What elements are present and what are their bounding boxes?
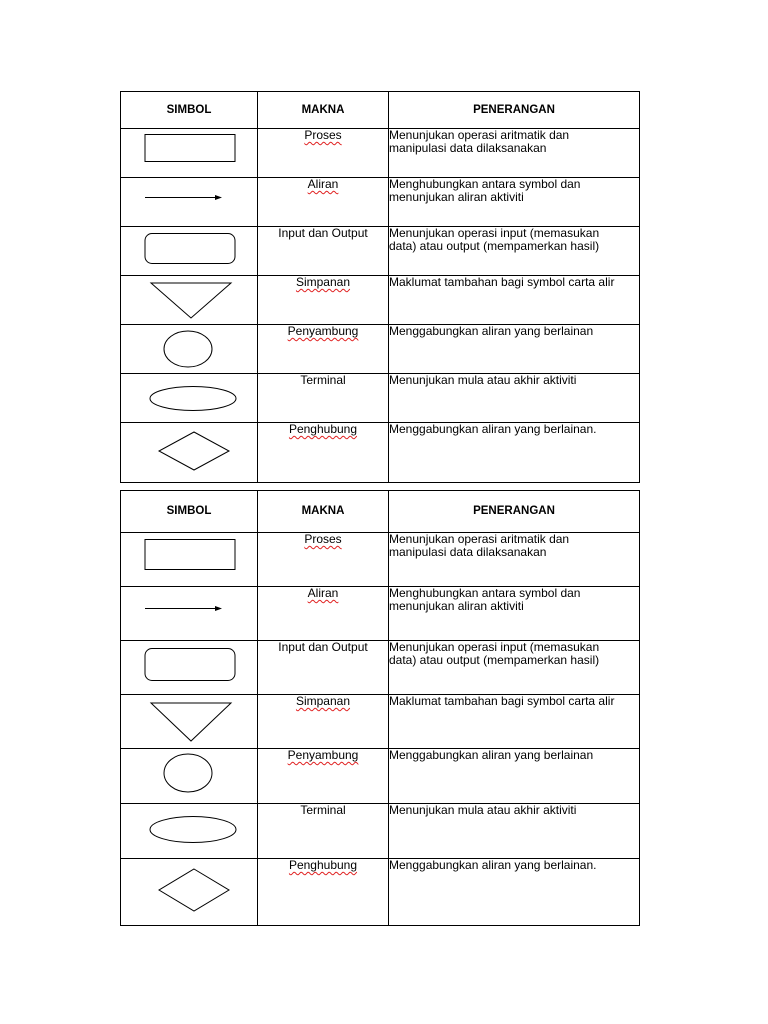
symbol-cell (121, 533, 258, 587)
arrow-icon (121, 587, 258, 641)
table-header-row (121, 491, 640, 533)
table-row-input-output (121, 227, 640, 276)
header-penerangan: PENERANGAN (389, 92, 640, 129)
penerangan-cell: Menggabungkan aliran yang berlainan (389, 325, 640, 374)
makna-cell: Simpanan (258, 276, 389, 325)
makna-cell: Aliran (258, 587, 389, 641)
table-row-penghubung (121, 423, 640, 483)
process-rectangle-icon (121, 533, 258, 587)
diamond-icon (121, 423, 258, 483)
ellipse-icon (121, 804, 258, 859)
table-row-terminal (121, 804, 640, 859)
makna-cell: Input dan Output (258, 641, 389, 695)
penerangan-cell: Maklumat tambahan bagi symbol carta alir (389, 695, 640, 749)
circle-icon (121, 325, 258, 374)
table-row-aliran (121, 587, 640, 641)
header-penerangan: PENERANGAN (389, 491, 640, 533)
penerangan-cell: Menggabungkan aliran yang berlainan. (389, 859, 640, 926)
penerangan-cell: Maklumat tambahan bagi symbol carta alir (389, 276, 640, 325)
makna-cell: Aliran (258, 178, 389, 227)
penerangan-cell: Menghubungkan antara symbol dan menunjukan aliran aktiviti (389, 587, 640, 641)
table-row-terminal (121, 374, 640, 423)
arrow-icon (121, 178, 258, 227)
penerangan-cell: Menunjukan operasi input (memasukan data) atau output (mempamerkan hasil) (389, 227, 640, 276)
symbol-cell (121, 641, 258, 695)
penerangan-cell: Menggabungkan aliran yang berlainan (389, 749, 640, 804)
penerangan-cell: Menunjukan operasi aritmatik dan manipulasi data dilaksanakan (389, 533, 640, 587)
penerangan-cell: Menunjukan operasi input (memasukan data) atau output (mempamerkan hasil) (389, 641, 640, 695)
symbol-cell (121, 276, 258, 325)
symbol-cell (121, 374, 258, 423)
makna-cell: Terminal (258, 804, 389, 859)
symbol-cell (121, 859, 258, 926)
symbol-cell (121, 695, 258, 749)
symbol-cell (121, 804, 258, 859)
inverted-triangle-icon (121, 276, 258, 325)
penerangan-cell: Menunjukan mula atau akhir aktiviti (389, 804, 640, 859)
penerangan-cell: Menunjukan operasi aritmatik dan manipulasi data dilaksanakan (389, 129, 640, 178)
penerangan-cell: Menggabungkan aliran yang berlainan. (389, 423, 640, 483)
makna-cell: Penyambung (258, 749, 389, 804)
table-row-penghubung (121, 859, 640, 926)
table-row-simpanan (121, 276, 640, 325)
makna-cell: Input dan Output (258, 227, 389, 276)
header-simbol: SIMBOL (121, 491, 258, 533)
makna-cell: Simpanan (258, 695, 389, 749)
table-header-row (121, 92, 640, 129)
flowchart-symbol-table-2 (120, 490, 640, 926)
diamond-icon (121, 859, 258, 926)
symbol-cell (121, 749, 258, 804)
table-row-aliran (121, 178, 640, 227)
symbol-cell (121, 325, 258, 374)
makna-cell: Penghubung (258, 423, 389, 483)
header-makna: MAKNA (258, 491, 389, 533)
table-row-proses (121, 533, 640, 587)
flowchart-symbol-table-1 (120, 91, 640, 483)
symbol-cell (121, 178, 258, 227)
rounded-rectangle-icon (121, 227, 258, 276)
makna-cell: Penghubung (258, 859, 389, 926)
makna-cell: Penyambung (258, 325, 389, 374)
table-row-input-output (121, 641, 640, 695)
inverted-triangle-icon (121, 695, 258, 749)
symbol-cell (121, 129, 258, 178)
makna-cell: Terminal (258, 374, 389, 423)
table-row-proses (121, 129, 640, 178)
makna-cell: Proses (258, 533, 389, 587)
makna-cell: Proses (258, 129, 389, 178)
table-row-simpanan (121, 695, 640, 749)
symbol-cell (121, 227, 258, 276)
penerangan-cell: Menghubungkan antara symbol dan menunjukan aliran aktiviti (389, 178, 640, 227)
symbol-cell (121, 423, 258, 483)
header-makna: MAKNA (258, 92, 389, 129)
process-rectangle-icon (121, 129, 258, 178)
rounded-rectangle-icon (121, 641, 258, 695)
table-row-penyambung (121, 749, 640, 804)
header-simbol: SIMBOL (121, 92, 258, 129)
penerangan-cell: Menunjukan mula atau akhir aktiviti (389, 374, 640, 423)
symbol-cell (121, 587, 258, 641)
circle-icon (121, 749, 258, 804)
table-row-penyambung (121, 325, 640, 374)
ellipse-icon (121, 374, 258, 423)
